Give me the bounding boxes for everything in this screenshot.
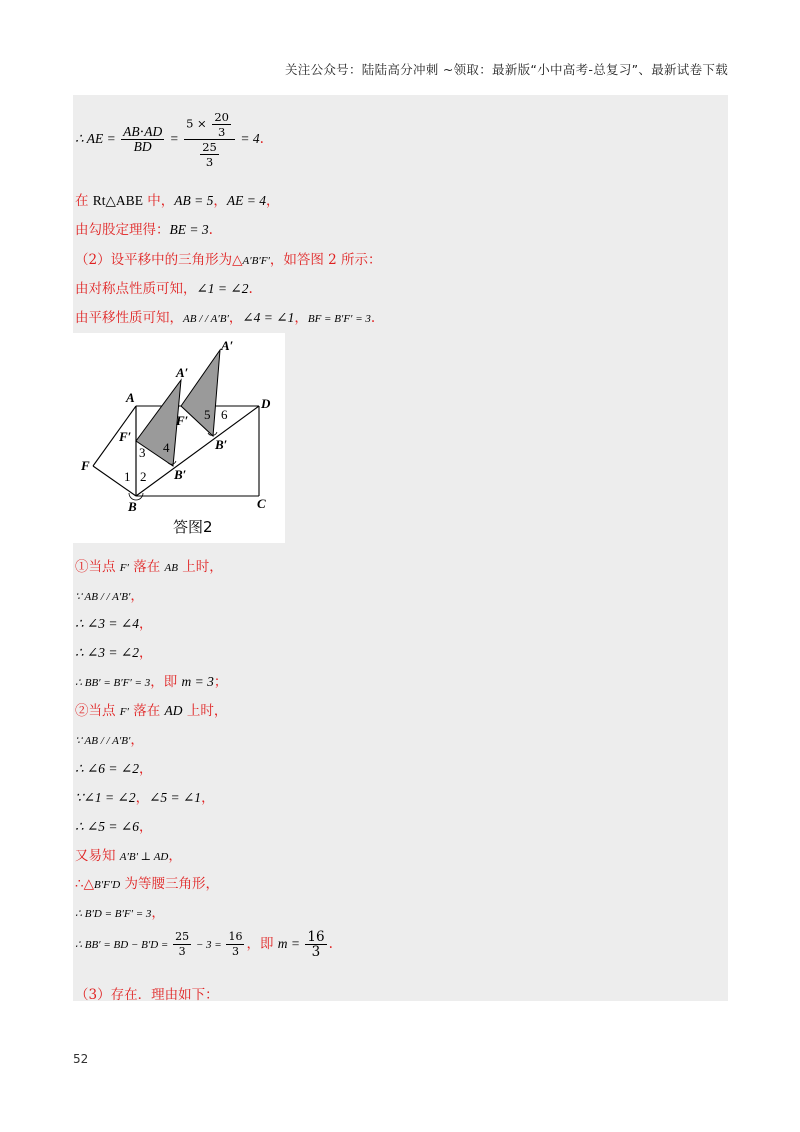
label-a-prime-1: A′ xyxy=(176,365,189,380)
line-case2-angle62: ∴ ∠6 = ∠2， xyxy=(75,761,153,777)
line-case1-angle34: ∴ ∠3 = ∠4， xyxy=(75,616,153,632)
line-case2-result: ∴ BB′ = BD − B′D = $\frac{25}{3}$ − 3 = $\frac{16}{3}$ ，即 m = $\frac{16}{3}$ . xyxy=(75,929,333,960)
label-f: F xyxy=(81,458,90,473)
line-case1-angle32: ∴ ∠3 = ∠2， xyxy=(75,645,153,661)
line-case1-parallel: ∵ AB / / A′B′， xyxy=(75,588,144,604)
label-d: D xyxy=(261,396,271,411)
line-case2-angles: ∵∠1 = ∠2，∠5 = ∠1， xyxy=(75,790,215,806)
label-b: B xyxy=(128,499,137,514)
label-f-prime-1: F′ xyxy=(119,429,132,444)
line-case2-angle56: ∴ ∠5 = ∠6， xyxy=(75,819,153,835)
line-case2-parallel: ∵ AB / / A′B′， xyxy=(75,732,144,748)
page-number: 52 xyxy=(73,1052,89,1066)
line-ae-calc: ∴ AE = $\frac{AB\cdot AD}{BD}$ = 5 × $\frac{20}{3}$ $\frac{25}{3}$ = 4. xyxy=(75,110,264,169)
label-a: A xyxy=(126,390,135,405)
label-b-prime-1: B′ xyxy=(174,467,187,482)
label-b-prime-2: B′ xyxy=(215,437,228,452)
label-angle-3: 3 xyxy=(139,445,146,460)
line-case2: ②当点 F′ 落在 AD 上时， xyxy=(75,703,228,719)
label-angle-5: 5 xyxy=(204,407,211,422)
line-case1: ①当点 F′ 落在 AB 上时， xyxy=(75,559,223,575)
figure-svg xyxy=(73,333,285,543)
label-angle-2: 2 xyxy=(140,469,147,484)
label-a-prime-2: A′ xyxy=(221,338,234,353)
label-angle-6: 6 xyxy=(221,407,228,422)
label-angle-1: 1 xyxy=(124,469,131,484)
label-angle-4: 4 xyxy=(163,440,170,455)
line-case2-isosceles: ∴△B′F′D 为等腰三角形， xyxy=(75,876,219,892)
line-case2-perpendicular: 又易知 A′B′ ⊥ AD， xyxy=(75,848,182,864)
fraction: 5 × $\frac{20}{3}$ $\frac{25}{3}$ xyxy=(184,110,235,169)
line-case2-bd: ∴ B′D = B′F′ = 3， xyxy=(75,905,165,921)
page-header: 关注公众号：陆陆高分冲刺 ~领取：最新版“小中高考-总复习”、最新试卷下载 xyxy=(284,62,728,77)
line-translation: 由平移性质可知，AB / / A′B′，∠4 = ∠1，BF = B′F′ = 3. xyxy=(75,310,376,326)
geometry-figure xyxy=(73,333,285,543)
line-pythagoras: 由勾股定理得：BE = 3. xyxy=(75,222,213,238)
line-part2-intro: （2）设平移中的三角形为△A′B′F′，如答图 2 所示： xyxy=(75,252,382,268)
line-case1-result: ∴ BB′ = B′F′ = 3，即 m = 3； xyxy=(75,674,228,690)
figure-caption: 答图2 xyxy=(173,518,213,536)
label-f-prime-2: F′ xyxy=(176,413,189,428)
line-symmetry: 由对称点性质可知，∠1 = ∠2. xyxy=(75,281,253,297)
line-right-triangle: 在 Rt△ABE 中，AB = 5，AE = 4， xyxy=(75,193,280,209)
line-part3: （3）存在．理由如下： xyxy=(75,987,219,1003)
fraction: $\frac{AB\cdot AD}{BD}$ xyxy=(123,124,163,154)
label-c: C xyxy=(257,496,266,511)
